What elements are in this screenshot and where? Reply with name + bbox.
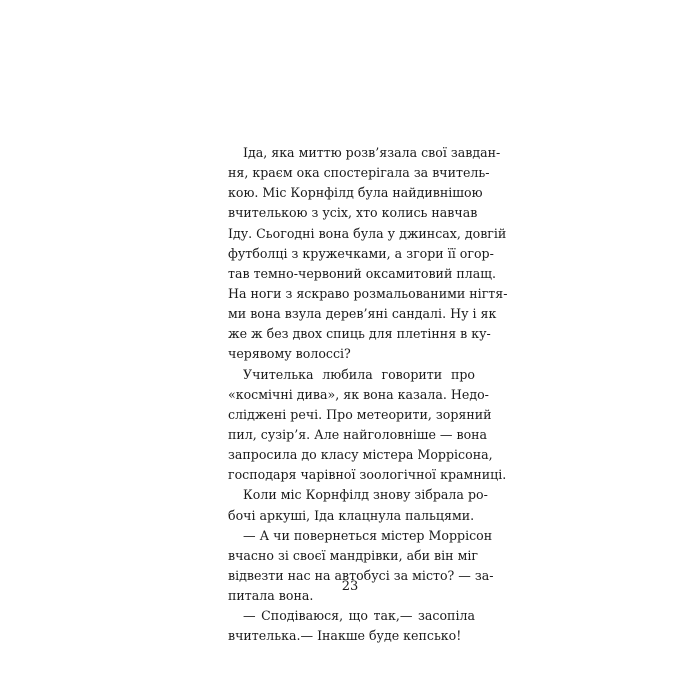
text-line: кою. Міс Корнфілд була найдивнішою <box>228 185 483 201</box>
text-line: сліджені речі. Про метеорити, зоряний <box>228 406 492 422</box>
text-line: вчителька.— Інакше буде кепсько! <box>228 628 462 644</box>
text-line: вчителькою з усіх, хто колись навчав <box>228 205 478 221</box>
text-line: ня, краєм ока спостерігала за вчитель- <box>228 165 490 181</box>
text-line: — А чи повернеться містер Моррісон <box>243 527 493 543</box>
text-line: запросила до класу містера Моррісона, <box>228 447 493 463</box>
text-line: футболці з кружечками, а згори її огор- <box>228 245 494 261</box>
text-line: «космічні дива», як вона казала. Недо- <box>228 386 489 402</box>
page-number: 23 <box>341 579 359 594</box>
text-line: бочі аркуші, Іда клацнула пальцями. <box>228 507 475 523</box>
text-line: Іду. Сьогодні вона була у джинсах, довгій <box>228 225 507 241</box>
text-line: На ноги з яскраво розмальованими нігтя- <box>228 285 508 301</box>
text-line: вчасно зі своєї мандрівки, аби він міг <box>228 547 478 563</box>
text-line: черявому волоссі? <box>228 346 351 362</box>
text-line: тав темно-червоний оксамитовий плащ. <box>228 265 496 281</box>
body-text <box>228 143 508 647</box>
text-line: пил, сузір’я. Але найголовніше — вона <box>228 426 488 442</box>
text-line: Іда, яка миттю розв’язала свої завдан- <box>243 145 501 160</box>
text-line: Учителька любила говорити про <box>243 366 475 382</box>
text-line: ми вона взула дерев’яні сандалі. Ну і як <box>228 306 497 322</box>
text-line: господаря чарівної зоологічної крамниці. <box>228 467 507 483</box>
text-line: же ж без двох спиць для плетіння в ку- <box>228 326 491 342</box>
text-line: питала вона. <box>228 588 314 604</box>
text-line: відвезти нас на автобусі за місто? — за- <box>228 567 494 583</box>
text-line: Коли міс Корнфілд знову зібрала ро- <box>243 487 488 503</box>
text-line: — Сподіваюся, що так,— засопіла <box>243 608 475 624</box>
